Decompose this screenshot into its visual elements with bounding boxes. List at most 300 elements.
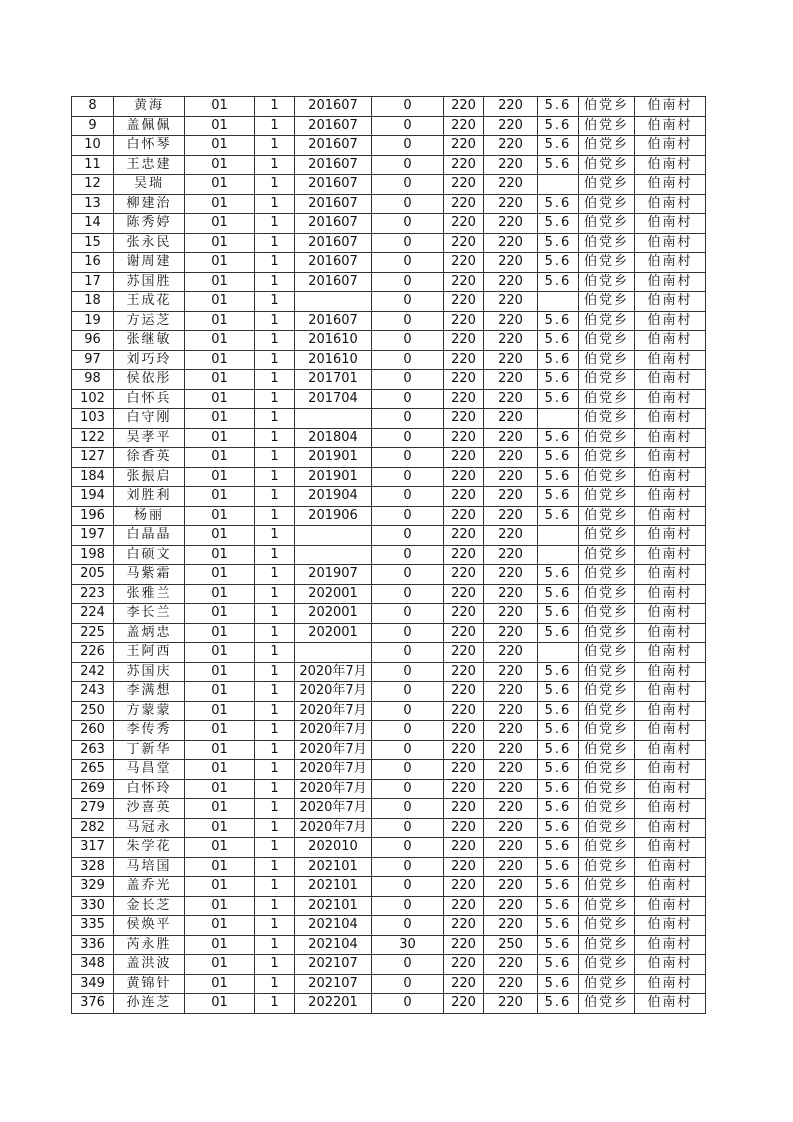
count-cell: 1 (255, 545, 295, 565)
table-row (72, 331, 706, 351)
name-cell: 张永民 (114, 233, 185, 253)
name-cell: 白怀玲 (114, 779, 185, 799)
date-cell: 201607 (295, 175, 372, 195)
count-cell: 1 (255, 97, 295, 117)
date-cell (295, 526, 372, 546)
village-cell: 伯南村 (635, 916, 706, 936)
table-row (72, 623, 706, 643)
extra-amount-cell: 0 (372, 97, 444, 117)
town-cell: 伯党乡 (579, 623, 635, 643)
code-cell: 01 (185, 799, 255, 819)
base-amount-cell: 220 (444, 877, 484, 897)
count-cell: 1 (255, 799, 295, 819)
code-cell: 01 (185, 955, 255, 975)
count-cell: 1 (255, 370, 295, 390)
total-amount-cell: 220 (484, 448, 538, 468)
count-cell: 1 (255, 623, 295, 643)
date-cell: 201607 (295, 311, 372, 331)
town-cell: 伯党乡 (579, 916, 635, 936)
extra-amount-cell: 0 (372, 292, 444, 312)
row-number-cell: 96 (72, 331, 114, 351)
extra-amount-cell: 0 (372, 350, 444, 370)
name-cell: 李长兰 (114, 604, 185, 624)
name-cell: 李传秀 (114, 721, 185, 741)
code-cell: 01 (185, 136, 255, 156)
village-cell: 伯南村 (635, 311, 706, 331)
base-amount-cell: 220 (444, 389, 484, 409)
total-amount-cell: 220 (484, 740, 538, 760)
total-amount-cell: 220 (484, 487, 538, 507)
town-cell: 伯党乡 (579, 487, 635, 507)
total-amount-cell: 220 (484, 253, 538, 273)
count-cell: 1 (255, 662, 295, 682)
row-number-cell: 224 (72, 604, 114, 624)
town-cell: 伯党乡 (579, 448, 635, 468)
rate-cell: 5.6 (538, 350, 579, 370)
name-cell: 方蒙蒙 (114, 701, 185, 721)
count-cell: 1 (255, 994, 295, 1014)
town-cell: 伯党乡 (579, 409, 635, 429)
count-cell: 1 (255, 584, 295, 604)
count-cell: 1 (255, 409, 295, 429)
town-cell: 伯党乡 (579, 253, 635, 273)
name-cell: 方运芝 (114, 311, 185, 331)
village-cell: 伯南村 (635, 389, 706, 409)
name-cell: 谢周建 (114, 253, 185, 273)
base-amount-cell: 220 (444, 175, 484, 195)
table-row (72, 662, 706, 682)
count-cell: 1 (255, 877, 295, 897)
extra-amount-cell: 0 (372, 584, 444, 604)
rate-cell: 5.6 (538, 857, 579, 877)
date-cell: 201607 (295, 253, 372, 273)
date-cell: 202107 (295, 974, 372, 994)
row-number-cell: 348 (72, 955, 114, 975)
rate-cell (538, 175, 579, 195)
count-cell: 1 (255, 955, 295, 975)
count-cell: 1 (255, 565, 295, 585)
table-row (72, 604, 706, 624)
extra-amount-cell: 0 (372, 760, 444, 780)
extra-amount-cell: 0 (372, 779, 444, 799)
village-cell: 伯南村 (635, 565, 706, 585)
town-cell: 伯党乡 (579, 818, 635, 838)
total-amount-cell: 220 (484, 389, 538, 409)
date-cell: 2020年7月 (295, 818, 372, 838)
code-cell: 01 (185, 760, 255, 780)
date-cell: 202107 (295, 955, 372, 975)
code-cell: 01 (185, 526, 255, 546)
village-cell: 伯南村 (635, 643, 706, 663)
base-amount-cell: 220 (444, 448, 484, 468)
extra-amount-cell: 0 (372, 253, 444, 273)
town-cell: 伯党乡 (579, 526, 635, 546)
base-amount-cell: 220 (444, 760, 484, 780)
village-cell: 伯南村 (635, 604, 706, 624)
total-amount-cell: 220 (484, 565, 538, 585)
code-cell: 01 (185, 838, 255, 858)
date-cell: 2020年7月 (295, 740, 372, 760)
base-amount-cell: 220 (444, 194, 484, 214)
village-cell: 伯南村 (635, 760, 706, 780)
base-amount-cell: 220 (444, 740, 484, 760)
row-number-cell: 349 (72, 974, 114, 994)
table-row (72, 760, 706, 780)
date-cell (295, 643, 372, 663)
name-cell: 张继敏 (114, 331, 185, 351)
base-amount-cell: 220 (444, 409, 484, 429)
village-cell: 伯南村 (635, 97, 706, 117)
total-amount-cell: 220 (484, 604, 538, 624)
total-amount-cell: 220 (484, 331, 538, 351)
count-cell: 1 (255, 604, 295, 624)
date-cell: 202001 (295, 604, 372, 624)
count-cell: 1 (255, 155, 295, 175)
code-cell: 01 (185, 467, 255, 487)
code-cell: 01 (185, 935, 255, 955)
code-cell: 01 (185, 389, 255, 409)
total-amount-cell: 220 (484, 526, 538, 546)
village-cell: 伯南村 (635, 682, 706, 702)
rate-cell: 5.6 (538, 916, 579, 936)
base-amount-cell: 220 (444, 233, 484, 253)
code-cell: 01 (185, 721, 255, 741)
date-cell: 202104 (295, 916, 372, 936)
total-amount-cell: 220 (484, 994, 538, 1014)
town-cell: 伯党乡 (579, 428, 635, 448)
base-amount-cell: 220 (444, 838, 484, 858)
total-amount-cell: 220 (484, 818, 538, 838)
rate-cell: 5.6 (538, 955, 579, 975)
name-cell: 徐香英 (114, 448, 185, 468)
town-cell: 伯党乡 (579, 974, 635, 994)
count-cell: 1 (255, 448, 295, 468)
town-cell: 伯党乡 (579, 799, 635, 819)
total-amount-cell: 220 (484, 916, 538, 936)
total-amount-cell: 220 (484, 136, 538, 156)
date-cell: 201901 (295, 467, 372, 487)
base-amount-cell: 220 (444, 818, 484, 838)
date-cell: 201607 (295, 116, 372, 136)
total-amount-cell: 220 (484, 799, 538, 819)
total-amount-cell: 220 (484, 877, 538, 897)
village-cell: 伯南村 (635, 448, 706, 468)
row-number-cell: 103 (72, 409, 114, 429)
extra-amount-cell: 0 (372, 818, 444, 838)
base-amount-cell: 220 (444, 779, 484, 799)
town-cell: 伯党乡 (579, 994, 635, 1014)
date-cell: 202010 (295, 838, 372, 858)
base-amount-cell: 220 (444, 253, 484, 273)
name-cell: 白守刚 (114, 409, 185, 429)
count-cell: 1 (255, 272, 295, 292)
code-cell: 01 (185, 994, 255, 1014)
village-cell: 伯南村 (635, 974, 706, 994)
extra-amount-cell: 0 (372, 155, 444, 175)
table-row (72, 799, 706, 819)
row-number-cell: 184 (72, 467, 114, 487)
date-cell (295, 292, 372, 312)
name-cell: 侯依彤 (114, 370, 185, 390)
base-amount-cell: 220 (444, 97, 484, 117)
town-cell: 伯党乡 (579, 838, 635, 858)
table-row (72, 896, 706, 916)
town-cell: 伯党乡 (579, 740, 635, 760)
extra-amount-cell: 0 (372, 370, 444, 390)
total-amount-cell: 220 (484, 701, 538, 721)
rate-cell (538, 292, 579, 312)
extra-amount-cell: 0 (372, 428, 444, 448)
rate-cell: 5.6 (538, 682, 579, 702)
base-amount-cell: 220 (444, 662, 484, 682)
village-cell: 伯南村 (635, 331, 706, 351)
count-cell: 1 (255, 721, 295, 741)
extra-amount-cell: 0 (372, 623, 444, 643)
total-amount-cell: 220 (484, 214, 538, 234)
base-amount-cell: 220 (444, 155, 484, 175)
total-amount-cell: 220 (484, 233, 538, 253)
code-cell: 01 (185, 584, 255, 604)
row-number-cell: 127 (72, 448, 114, 468)
village-cell: 伯南村 (635, 896, 706, 916)
extra-amount-cell: 0 (372, 916, 444, 936)
count-cell: 1 (255, 935, 295, 955)
name-cell: 白晶晶 (114, 526, 185, 546)
name-cell: 盖佩佩 (114, 116, 185, 136)
row-number-cell: 16 (72, 253, 114, 273)
code-cell: 01 (185, 214, 255, 234)
total-amount-cell: 220 (484, 584, 538, 604)
extra-amount-cell: 0 (372, 877, 444, 897)
count-cell: 1 (255, 643, 295, 663)
rate-cell: 5.6 (538, 779, 579, 799)
extra-amount-cell: 0 (372, 448, 444, 468)
total-amount-cell: 220 (484, 428, 538, 448)
table-row (72, 487, 706, 507)
base-amount-cell: 220 (444, 526, 484, 546)
table-row (72, 194, 706, 214)
village-cell: 伯南村 (635, 272, 706, 292)
town-cell: 伯党乡 (579, 565, 635, 585)
count-cell: 1 (255, 331, 295, 351)
count-cell: 1 (255, 818, 295, 838)
base-amount-cell: 220 (444, 311, 484, 331)
table-row (72, 116, 706, 136)
name-cell: 金长芝 (114, 896, 185, 916)
base-amount-cell: 220 (444, 701, 484, 721)
name-cell: 白怀琴 (114, 136, 185, 156)
village-cell: 伯南村 (635, 467, 706, 487)
rate-cell (538, 545, 579, 565)
code-cell: 01 (185, 623, 255, 643)
village-cell: 伯南村 (635, 116, 706, 136)
table-row (72, 389, 706, 409)
name-cell: 孙连芝 (114, 994, 185, 1014)
extra-amount-cell: 0 (372, 116, 444, 136)
name-cell: 马培国 (114, 857, 185, 877)
village-cell: 伯南村 (635, 799, 706, 819)
village-cell: 伯南村 (635, 740, 706, 760)
base-amount-cell: 220 (444, 721, 484, 741)
extra-amount-cell: 0 (372, 545, 444, 565)
base-amount-cell: 220 (444, 467, 484, 487)
table-row (72, 506, 706, 526)
date-cell: 201607 (295, 214, 372, 234)
rate-cell: 5.6 (538, 97, 579, 117)
table-row (72, 916, 706, 936)
name-cell: 吴瑞 (114, 175, 185, 195)
extra-amount-cell: 0 (372, 175, 444, 195)
rate-cell: 5.6 (538, 974, 579, 994)
rate-cell: 5.6 (538, 428, 579, 448)
village-cell: 伯南村 (635, 662, 706, 682)
village-cell: 伯南村 (635, 350, 706, 370)
town-cell: 伯党乡 (579, 506, 635, 526)
rate-cell: 5.6 (538, 994, 579, 1014)
town-cell: 伯党乡 (579, 467, 635, 487)
table-row (72, 955, 706, 975)
total-amount-cell: 220 (484, 467, 538, 487)
table-row (72, 175, 706, 195)
table-row (72, 682, 706, 702)
extra-amount-cell: 0 (372, 701, 444, 721)
total-amount-cell: 220 (484, 623, 538, 643)
row-number-cell: 336 (72, 935, 114, 955)
table-row (72, 818, 706, 838)
base-amount-cell: 220 (444, 857, 484, 877)
name-cell: 王忠建 (114, 155, 185, 175)
name-cell: 马紫霜 (114, 565, 185, 585)
village-cell: 伯南村 (635, 194, 706, 214)
base-amount-cell: 220 (444, 506, 484, 526)
date-cell: 2020年7月 (295, 662, 372, 682)
code-cell: 01 (185, 194, 255, 214)
row-number-cell: 194 (72, 487, 114, 507)
count-cell: 1 (255, 214, 295, 234)
table-row (72, 545, 706, 565)
date-cell: 202101 (295, 896, 372, 916)
code-cell: 01 (185, 409, 255, 429)
row-number-cell: 279 (72, 799, 114, 819)
name-cell: 王阿西 (114, 643, 185, 663)
code-cell: 01 (185, 253, 255, 273)
total-amount-cell: 220 (484, 857, 538, 877)
village-cell: 伯南村 (635, 253, 706, 273)
town-cell: 伯党乡 (579, 175, 635, 195)
name-cell: 苏国胜 (114, 272, 185, 292)
code-cell: 01 (185, 740, 255, 760)
total-amount-cell: 220 (484, 155, 538, 175)
village-cell: 伯南村 (635, 838, 706, 858)
count-cell: 1 (255, 838, 295, 858)
rate-cell: 5.6 (538, 370, 579, 390)
extra-amount-cell: 0 (372, 994, 444, 1014)
date-cell (295, 409, 372, 429)
code-cell: 01 (185, 974, 255, 994)
code-cell: 01 (185, 448, 255, 468)
village-cell: 伯南村 (635, 701, 706, 721)
row-number-cell: 250 (72, 701, 114, 721)
base-amount-cell: 220 (444, 604, 484, 624)
town-cell: 伯党乡 (579, 214, 635, 234)
table-row (72, 253, 706, 273)
extra-amount-cell: 0 (372, 662, 444, 682)
date-cell: 201607 (295, 136, 372, 156)
base-amount-cell: 220 (444, 896, 484, 916)
village-cell: 伯南村 (635, 175, 706, 195)
name-cell: 马冠永 (114, 818, 185, 838)
count-cell: 1 (255, 428, 295, 448)
code-cell: 01 (185, 97, 255, 117)
table-row (72, 136, 706, 156)
extra-amount-cell: 0 (372, 857, 444, 877)
total-amount-cell: 220 (484, 838, 538, 858)
base-amount-cell: 220 (444, 955, 484, 975)
table-row (72, 467, 706, 487)
base-amount-cell: 220 (444, 487, 484, 507)
village-cell: 伯南村 (635, 779, 706, 799)
row-number-cell: 269 (72, 779, 114, 799)
village-cell: 伯南村 (635, 994, 706, 1014)
base-amount-cell: 220 (444, 350, 484, 370)
count-cell: 1 (255, 116, 295, 136)
rate-cell: 5.6 (538, 935, 579, 955)
table-row (72, 233, 706, 253)
total-amount-cell: 220 (484, 955, 538, 975)
code-cell: 01 (185, 272, 255, 292)
table-row (72, 370, 706, 390)
town-cell: 伯党乡 (579, 233, 635, 253)
date-cell: 202101 (295, 857, 372, 877)
count-cell: 1 (255, 253, 295, 273)
base-amount-cell: 220 (444, 545, 484, 565)
rate-cell: 5.6 (538, 760, 579, 780)
row-number-cell: 122 (72, 428, 114, 448)
town-cell: 伯党乡 (579, 370, 635, 390)
total-amount-cell: 220 (484, 194, 538, 214)
town-cell: 伯党乡 (579, 662, 635, 682)
row-number-cell: 243 (72, 682, 114, 702)
table-row (72, 272, 706, 292)
total-amount-cell: 220 (484, 974, 538, 994)
rate-cell: 5.6 (538, 877, 579, 897)
date-cell: 201607 (295, 194, 372, 214)
count-cell: 1 (255, 233, 295, 253)
count-cell: 1 (255, 389, 295, 409)
name-cell: 盖炳忠 (114, 623, 185, 643)
village-cell: 伯南村 (635, 545, 706, 565)
code-cell: 01 (185, 818, 255, 838)
table-row (72, 526, 706, 546)
rate-cell (538, 643, 579, 663)
village-cell: 伯南村 (635, 623, 706, 643)
rate-cell: 5.6 (538, 194, 579, 214)
table-row (72, 877, 706, 897)
extra-amount-cell: 0 (372, 194, 444, 214)
name-cell: 杨丽 (114, 506, 185, 526)
count-cell: 1 (255, 292, 295, 312)
rate-cell (538, 409, 579, 429)
row-number-cell: 9 (72, 116, 114, 136)
code-cell: 01 (185, 701, 255, 721)
extra-amount-cell: 0 (372, 214, 444, 234)
name-cell: 李满想 (114, 682, 185, 702)
rate-cell: 5.6 (538, 506, 579, 526)
town-cell: 伯党乡 (579, 311, 635, 331)
base-amount-cell: 220 (444, 682, 484, 702)
rate-cell: 5.6 (538, 487, 579, 507)
rate-cell: 5.6 (538, 331, 579, 351)
